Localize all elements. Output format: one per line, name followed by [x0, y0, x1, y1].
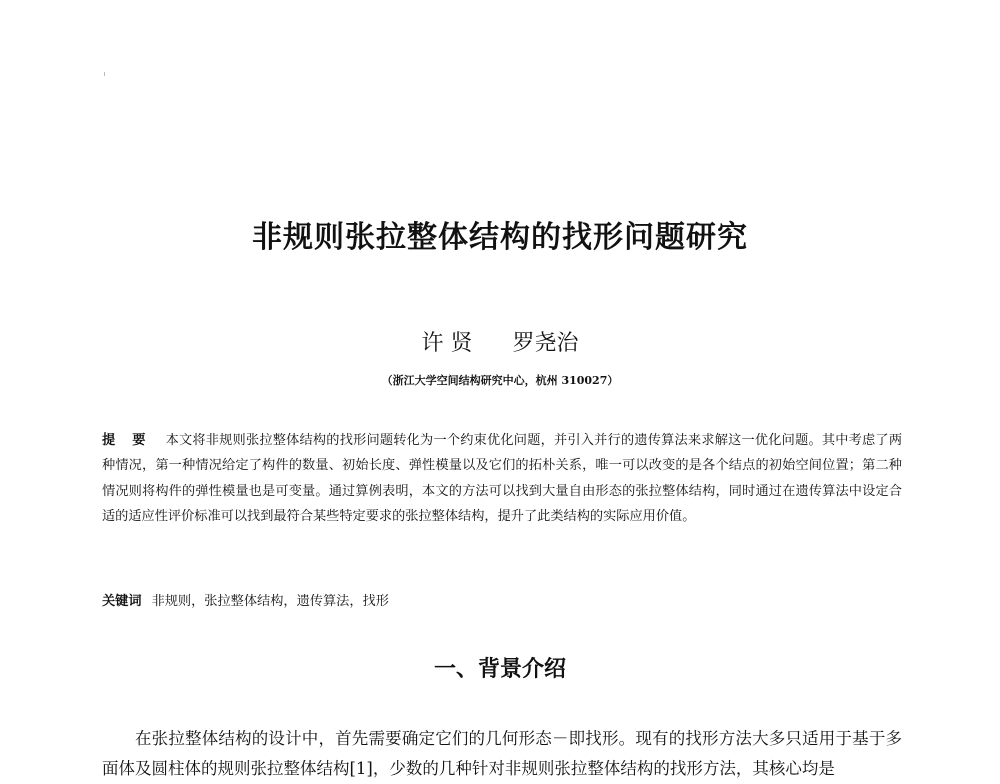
author-name: 罗尧治 [512, 331, 579, 356]
scan-corner-mark [104, 72, 105, 76]
abstract-label: 提 要 [102, 433, 152, 448]
author-name: 许 贤 [421, 331, 473, 356]
abstract-block [102, 428, 902, 530]
body-paragraph: 在张拉整体结构的设计中，首先需要确定它们的几何形态－即找形。现有的找形方法大多只适用于基于多面体及圆柱体的规则张拉整体结构[1]，少数的几种针对非规则张拉整体结构的找形方法，其核心均是 [102, 729, 902, 778]
keywords-label: 关键词 [102, 594, 142, 609]
author-line [0, 326, 1000, 357]
keywords-text: 非规则，张拉整体结构，遗传算法，找形 [151, 594, 389, 609]
affiliation: （浙江大学空间结构研究中心，杭州 310027） [381, 374, 619, 387]
paper-title: 非规则张拉整体结构的找形问题研究 [252, 220, 748, 255]
abstract-text: 本文将非规则张拉整体结构的找形问题转化为一个约束优化问题，并引入并行的遗传算法来求解这一优化问题。其中考虑了两种情况，第一种情况给定了构件的数量、初始长度、弹性模量以及它们的拓朴关系，唯一可以改变的是各个结点的初始空间位置；第二种情况则将构件的弹性模量也是可变量。通过算例表明，本文的方法可以找到大量自由形态的张拉整体结构，同时通过在遗传算法中设定合适的适应性评价标准可以找到最符合某些特定要求的张拉整体结构，提升了此类结构的实际应用价值。 [102, 433, 903, 525]
section-heading: 一、背景介绍 [433, 657, 566, 682]
keywords-block [102, 590, 902, 609]
